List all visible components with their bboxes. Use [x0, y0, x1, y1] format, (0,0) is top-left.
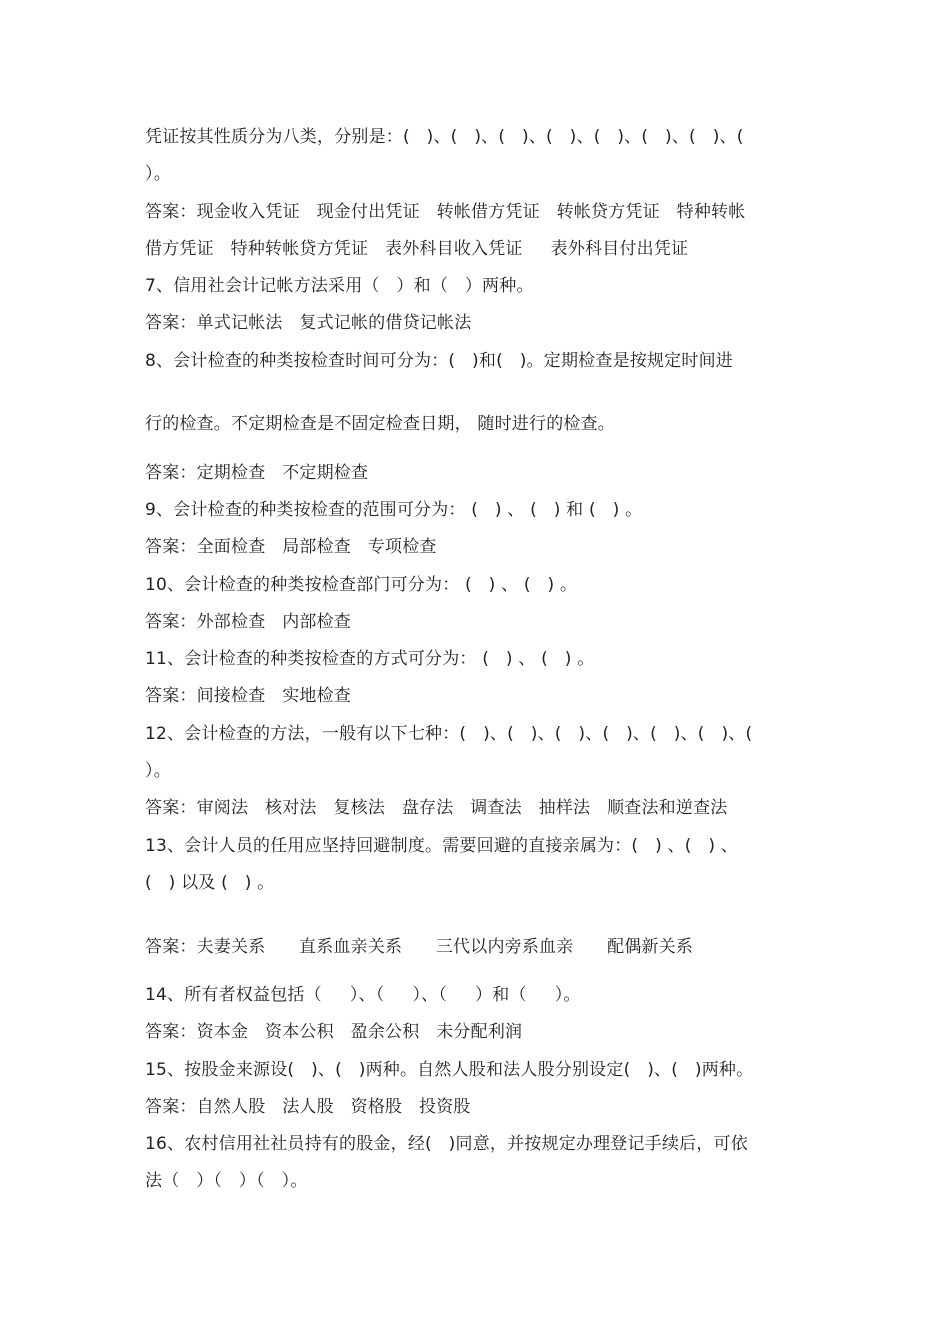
- text-line-7: 8、会计检查的种类按检查时间可分为：( )和( )。定期检查是按规定时间进: [145, 351, 733, 371]
- text-line-25: 答案：自然人股 法人股 资格股 投资股: [145, 1097, 471, 1117]
- text-line-10: 9、会计检查的种类按检查的范围可分为： ( ) 、 ( ) 和 ( ) 。: [145, 500, 643, 520]
- text-line-11: 答案：全面检查 局部检查 专项检查: [145, 537, 437, 557]
- text-line-23: 答案：资本金 资本公积 盈余公积 未分配利润: [145, 1022, 523, 1042]
- text-line-21: 答案：夫妻关系 直系血亲关系 三代以内旁系血亲 配偶新关系: [145, 937, 694, 957]
- text-line-16: 12、会计检查的方法，一般有以下七种：( )、( )、( )、( )、( )、( )、(: [145, 724, 753, 744]
- text-line-1: 凭证按其性质分为八类，分别是：( )、( )、( )、( )、( )、( )、( )、(: [145, 127, 744, 147]
- text-line-9: 答案：定期检查 不定期检查: [145, 463, 369, 483]
- text-line-22: 14、所有者权益包括（ ）、（ ）、（ ）和（ ）。: [145, 985, 581, 1005]
- text-line-4: 借方凭证 特种转帐贷方凭证 表外科目收入凭证 表外科目付出凭证: [145, 239, 689, 259]
- text-line-27: 法（ ）（ ）（ ）。: [145, 1171, 308, 1191]
- text-line-3: 答案：现金收入凭证 现金付出凭证 转帐借方凭证 转帐贷方凭证 特种转帐: [145, 202, 746, 222]
- text-line-26: 16、农村信用社社员持有的股金，经( )同意，并按规定办理登记手续后，可依: [145, 1134, 748, 1154]
- text-line-15: 答案：间接检查 实地检查: [145, 686, 352, 706]
- text-line-8: 行的检查。不定期检查是不固定检查日期， 随时进行的检查。: [145, 414, 616, 434]
- text-line-24: 15、按股金来源设( )、( )两种。自然人股和法人股分别设定( )、( )两种。: [145, 1060, 754, 1080]
- text-line-6: 答案：单式记帐法 复式记帐的借贷记帐法: [145, 313, 472, 333]
- text-line-20: ( ) 以及 ( ) 。: [145, 873, 275, 893]
- text-line-2: ）。: [145, 164, 171, 184]
- text-line-17: ）。: [145, 761, 171, 781]
- text-line-5: 7、信用社会计记帐方法采用（ ）和（ ）两种。: [145, 276, 534, 296]
- text-line-12: 10、会计检查的种类按检查部门可分为： ( ) 、 ( ) 。: [145, 575, 578, 595]
- text-line-19: 13、会计人员的任用应坚持回避制度。需要回避的直接亲属为：( ) 、( ) 、: [145, 836, 738, 856]
- text-line-14: 11、会计检查的种类按检查的方式可分为： ( ) 、 ( ) 。: [145, 649, 595, 669]
- text-line-13: 答案：外部检查 内部检查: [145, 612, 352, 632]
- text-line-18: 答案：审阅法 核对法 复核法 盘存法 调查法 抽样法 顺查法和逆查法: [145, 798, 728, 818]
